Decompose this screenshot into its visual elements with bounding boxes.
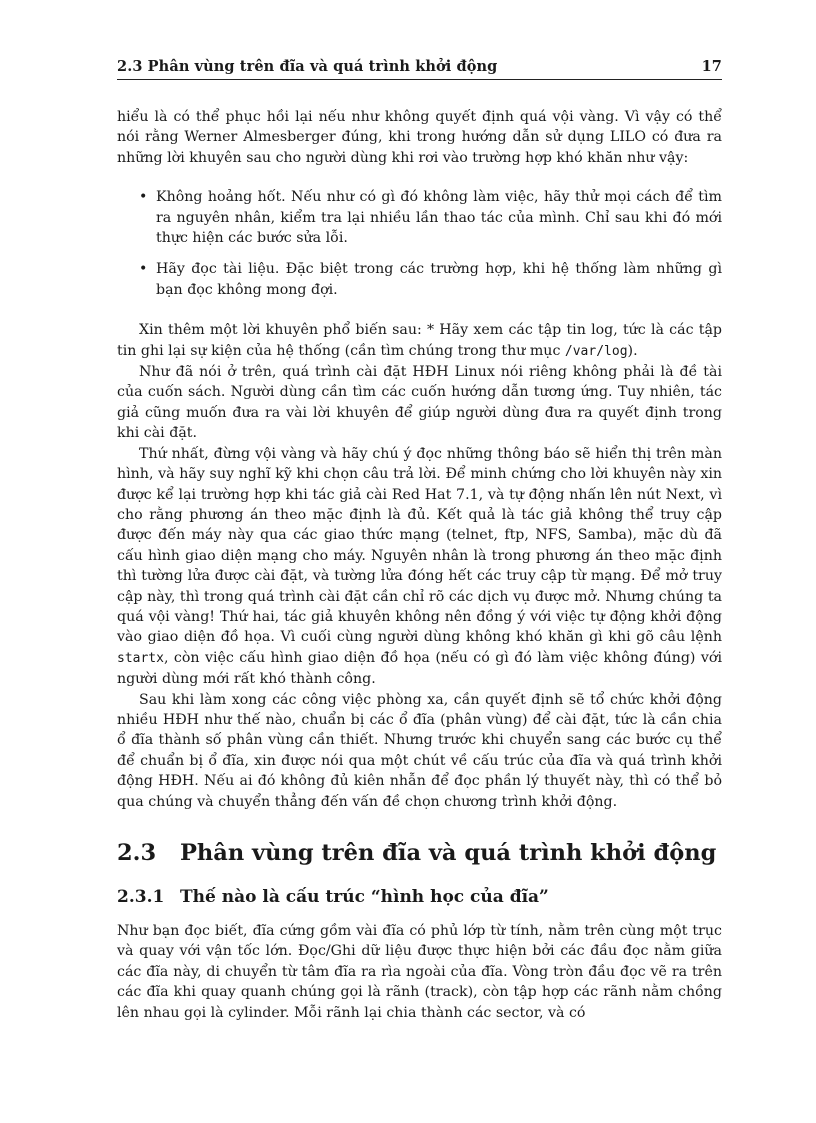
running-title: 2.3 Phân vùng trên đĩa và quá trình khởi động [117, 58, 498, 75]
paragraph-2-text: Xin thêm một lời khuyên phổ biến sau: * Hãy xem các tập tin log, tức là các tập tin ghi lại sự kiện của hệ thống (cần tìm chúng trong thư mục [117, 322, 722, 359]
section-number: 2.3 [117, 840, 157, 866]
bullet-icon: • [139, 189, 148, 206]
list-item-text: Không hoảng hốt. Nếu như có gì đó không làm việc, hãy thử mọi cách để tìm ra nguyên nhân, kiểm tra lại nhiều lần thao tác của mình. Chỉ sau khi đó mới thực hiện các bước sửa lỗi. [156, 189, 722, 247]
list-item-text: Hãy đọc tài liệu. Đặc biệt trong các trường hợp, khi hệ thống làm những gì bạn đọc không mong đợi. [156, 261, 722, 298]
paragraph-2-end: ). [627, 342, 638, 359]
section-title: Phân vùng trên đĩa và quá trình khởi động [180, 840, 717, 866]
paragraph-4 [117, 444, 722, 690]
paragraph-3: Như đã nói ở trên, quá trình cài đặt HĐH Linux nói riêng không phải là đề tài của cuốn sách. Người dùng cần tìm các cuốn hướng dẫn tương ứng. Tuy nhiên, tác giả cũng muốn đưa ra vài lời khuyên để giúp người dùng đưa ra quyết định trong khi cài đặt. [117, 364, 722, 442]
paragraph-4-end: , còn việc cấu hình giao diện đồ họa (nếu có gì đó làm việc không đúng) với người dùng mới rất khó thành công. [117, 649, 722, 688]
document-page [117, 58, 722, 1023]
paragraph-1: hiểu là có thể phục hồi lại nếu như không quyết định quá vội vàng. Vì vậy có thể nói rằng Werner Almesberger đúng, khi trong hướng dẫn sử dụng LILO có đưa ra những lời khuyên sau cho người dùng khi rơi vào trường hợp khó khăn như vậy: [117, 109, 722, 166]
paragraph-5: Sau khi làm xong các công việc phòng xa, cần quyết định sẽ tổ chức khởi động nhiều HĐH như thế nào, chuẩn bị các ổ đĩa (phân vùng) để cài đặt, tức là cần chia ổ đĩa thành số phân vùng cần thiết. Nhưng trước khi chuyển sang các bước cụ thể để chuẩn bị ổ đĩa, xin được nói qua một chút về cấu trúc của đĩa và quá trình khởi động HĐH. Nếu ai đó không đủ kiên nhẫn để đọc phần lý thuyết này, thì có thể bỏ qua chúng và chuyển thẳng đến vấn đề chọn chương trình khởi động. [117, 691, 722, 810]
paragraph-2 [117, 320, 722, 362]
paragraph-4-text: Thứ nhất, đừng vội vàng và hãy chú ý đọc những thông báo sẽ hiển thị trên màn hình, và hãy suy nghĩ kỹ khi chọn câu trả lời. Để minh chứng cho lời khuyên này xin được kể lại trường hợp khi tác giả cài Red Hat 7.1, và tự động nhấn lên nút Next, vì cho rằng phương án theo mặc định là đủ. Kết quả là tác giả không thể truy cập được đến máy này qua các giao thức mạng (telnet, ftp, NFS, Samba), mặc dù đã cấu hình giao diện mạng cho máy. Nguyên nhân là trong phương án theo mặc định thì tường lửa được cài đặt, và tường lửa đóng hết các truy cập từ mạng. Để mở truy cập này, thì trong quá trình cài đặt cần chỉ rõ các dịch vụ được mở. Nhưng chúng ta quá vội vàng! Thứ hai, tác giả khuyên không nên đồng ý với việc tự động khởi động vào giao diện đồ họa. Vì cuối cùng người dùng không khó khăn gì khi gõ câu lệnh [117, 445, 722, 646]
running-header [117, 58, 722, 80]
paragraph-6: Như bạn đọc biết, đĩa cứng gồm vài đĩa có phủ lớp từ tính, nằm trên cùng một trục và quay với vận tốc lớn. Đọc/Ghi dữ liệu được thực hiện bởi các đầu đọc nằm giữa các đĩa này, di chuyển từ tâm đĩa ra rìa ngoài của đĩa. Vòng tròn đầu đọc vẽ ra trên các đĩa khi quay quanh chúng gọi là rãnh (track), còn tập hợp các rãnh nằm chồng lên nhau gọi là cylinder. Mỗi rãnh lại chia thành các sector, và có [117, 923, 722, 1021]
subsection-number: 2.3.1 [117, 887, 165, 907]
bullet-icon: • [139, 261, 148, 278]
body-text [117, 107, 722, 1023]
page-number: 17 [701, 58, 722, 75]
subsection-heading [117, 885, 722, 909]
subsection-title: Thế nào là cấu trúc “hình học của đĩa” [180, 887, 549, 907]
code-startx: startx [117, 650, 164, 666]
bullet-list [117, 187, 722, 300]
section-heading [117, 838, 722, 868]
list-item [139, 187, 722, 248]
list-item [139, 259, 722, 300]
code-var-log: /var/log [564, 343, 628, 359]
